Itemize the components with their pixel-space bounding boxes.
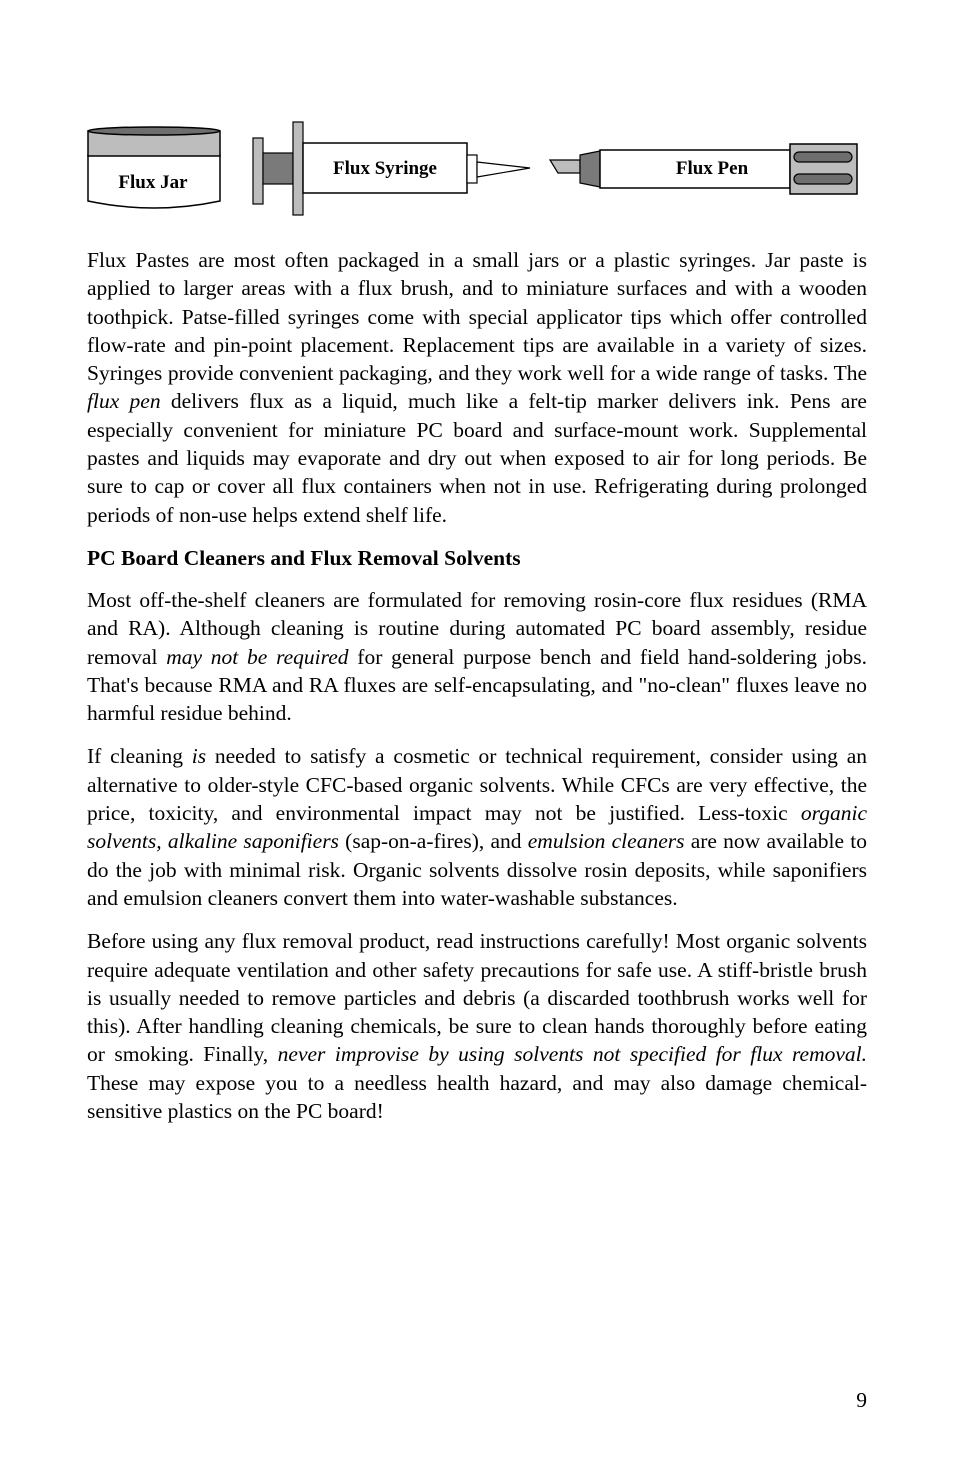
- italic-run: is: [191, 744, 207, 769]
- flux-containers-figure: [80, 115, 870, 225]
- paragraph-safety: [87, 927, 867, 1125]
- page-number: 9: [856, 1388, 867, 1412]
- italic-run: never improvise by using solvents not specified for flux removal.: [277, 1042, 868, 1067]
- flux-syringe-label: Flux Syringe: [333, 158, 437, 179]
- text-run: Most off-the-shelf cleaners are formulated for removing rosin-core flux residues (RMA and RA). Although cleaning is routine during automated PC board assembly, residue removal: [87, 587, 867, 669]
- flux-syringe-illustration: [253, 122, 530, 215]
- text-run: If cleaning: [87, 744, 192, 769]
- paragraph-cleaners: [87, 586, 867, 727]
- paragraph-cleaning-alternatives: [87, 742, 867, 912]
- section-heading: PC Board Cleaners and Flux Removal Solvents: [87, 545, 521, 570]
- text-run: are now available to do the job with minimal risk. Organic solvents dissolve rosin deposits, while saponifiers and emulsion cleaners convert them into water-washable substances.: [87, 829, 867, 910]
- text-run: delivers flux as a liquid, much like a felt-tip marker delivers ink. Pens are especially convenient for miniature PC board and surface-mount work. Supplemental pastes and liquids may evaporate and dry out when exposed to air for long periods. Be sure to cap or cover all flux containers when not in use. Refrigerating during prolonged periods of non-use helps extend shelf life.: [87, 389, 867, 527]
- italic-run: flux pen: [87, 389, 161, 414]
- paragraph-flux-packaging: [87, 246, 867, 529]
- flux-pen-illustration: [550, 144, 857, 194]
- flux-jar-illustration: [88, 127, 220, 208]
- flux-pen-label: Flux Pen: [675, 158, 749, 179]
- text-run: These may expose you to a needless health hazard, and may also damage chemical-sensitive plastics on the PC board!: [87, 1070, 867, 1124]
- italic-run: organic solvents, alkaline saponifiers: [87, 801, 867, 854]
- italic-run: emulsion cleaners: [527, 829, 685, 854]
- text-run: Flux Pastes are most often packaged in a small jars or a plastic syringes. Jar paste is applied to larger areas with a flux brush, and to miniature surfaces and with a wooden toothpick. Patse-filled syringes come with special applicator tips which offer controlled flow-rate and pin-point placement. Replacement tips are available in a variety of sizes. Syringes provide convenient packaging, and they work well for a wide range of tasks. The: [87, 248, 867, 386]
- text-run: for general purpose bench and field hand-soldering jobs. That's because RMA and RA fluxes are self-encapsulating, and "no-clean" fluxes leave no harmful residue behind.: [87, 644, 867, 726]
- flux-jar-label: Flux Jar: [118, 172, 188, 193]
- text-run: needed to satisfy a cosmetic or technical requirement, consider using an alternative to older-style CFC-based organic solvents. While CFCs are very effective, the price, toxicity, and environmental impact may not be justified. Less-toxic: [87, 744, 868, 826]
- text-run: Before using any flux removal product, read instructions carefully! Most organic solvents require adequate ventilation and other safety precautions for safe use. A stiff-bristle brush is usually needed to remove particles and debris (a discarded toothbrush works well for this). After handling cleaning chemicals, be sure to clean hands thoroughly before eating or smoking. Finally,: [87, 929, 867, 1067]
- page-body: [87, 246, 867, 1140]
- text-run: (sap-on-a-fires), and: [338, 829, 528, 854]
- italic-run: may not be required: [166, 644, 349, 669]
